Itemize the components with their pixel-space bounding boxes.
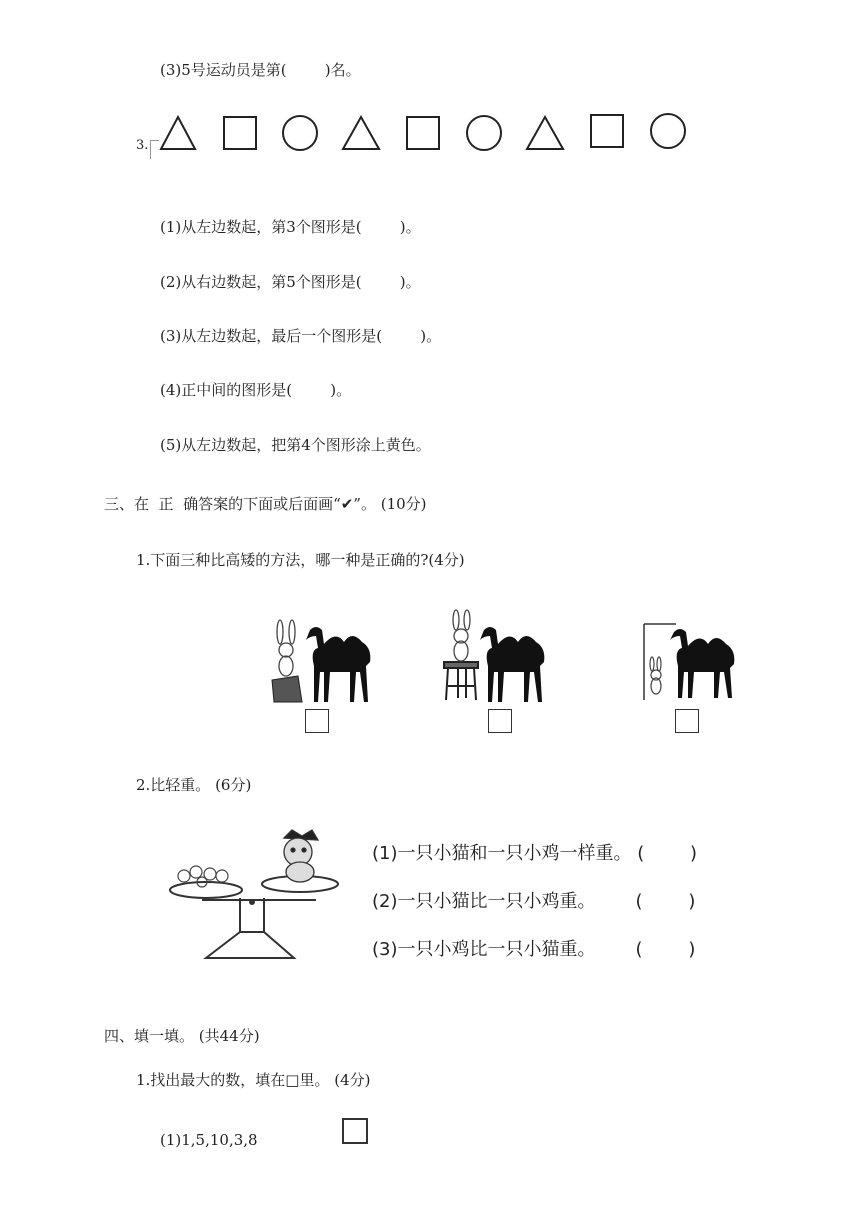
rabbit-icon [453,610,470,661]
section-3-question-1: 1.下面三种比高矮的方法，哪一种是正确的?(4分) [136,551,465,569]
section-3-question-2: 2.比轻重。 (6分) [136,776,252,794]
rabbit-icon [277,620,295,676]
section-4-question-1-item-1: (1)1,5,10,3,8 [160,1131,258,1149]
triangle-shape-3 [527,117,563,149]
weigh-statement-3: (3)一只小鸡比一只小猫重。 ( ) [372,939,696,960]
camel-icon [670,629,734,698]
question-3-number: 3. [136,138,149,153]
rabbit-icon [650,657,661,694]
circle-shape-3 [651,114,685,148]
shape-sequence [158,114,698,154]
square-shape-3 [591,115,623,147]
section-3-title: 三、在 正 确答案的下面或后面画“✔”。 (10分) [104,495,427,513]
question-3-item-1: (1)从左边数起，第3个图形是( )。 [160,218,421,236]
camel-icon [480,627,544,702]
weigh-statement-1: (1)一只小猫和一只小鸡一样重。 ( ) [372,843,698,864]
question-2-item-3: (3)5号运动员是第( )名。 [160,61,361,79]
question-3-item-2: (2)从右边数起，第5个图形是( )。 [160,273,421,291]
answer-box-1[interactable] [305,709,329,733]
section-4-question-1: 1.找出最大的数，填在□里。 (4分) [136,1071,371,1089]
camel-icon [306,627,370,702]
answer-box-2[interactable] [488,709,512,733]
rabbit-by-wall-camel-illustration [640,620,746,705]
balance-scale-illustration [166,828,346,968]
answer-box-3[interactable] [675,709,699,733]
circle-shape-1 [283,116,317,150]
rabbit-on-stool-camel-illustration [268,610,378,705]
triangle-shape-1 [161,117,195,149]
weigh-statement-2: (2)一只小猫比一只小鸡重。 ( ) [372,891,696,912]
cat-icon [284,830,318,882]
square-shape-2 [407,117,439,149]
triangle-shape-2 [343,117,379,149]
circle-shape-2 [467,116,501,150]
max-number-answer-box[interactable] [342,1118,368,1144]
section-4-title: 四、填一填。 (共44分) [104,1027,260,1045]
question-3-item-4: (4)正中间的图形是( )。 [160,381,352,399]
question-3-item-3: (3)从左边数起，最后一个图形是( )。 [160,327,442,345]
question-3-item-5: (5)从左边数起，把第4个图形涂上黄色。 [160,436,431,454]
rabbit-on-chair-camel-illustration [440,610,552,705]
square-shape-1 [224,117,256,149]
